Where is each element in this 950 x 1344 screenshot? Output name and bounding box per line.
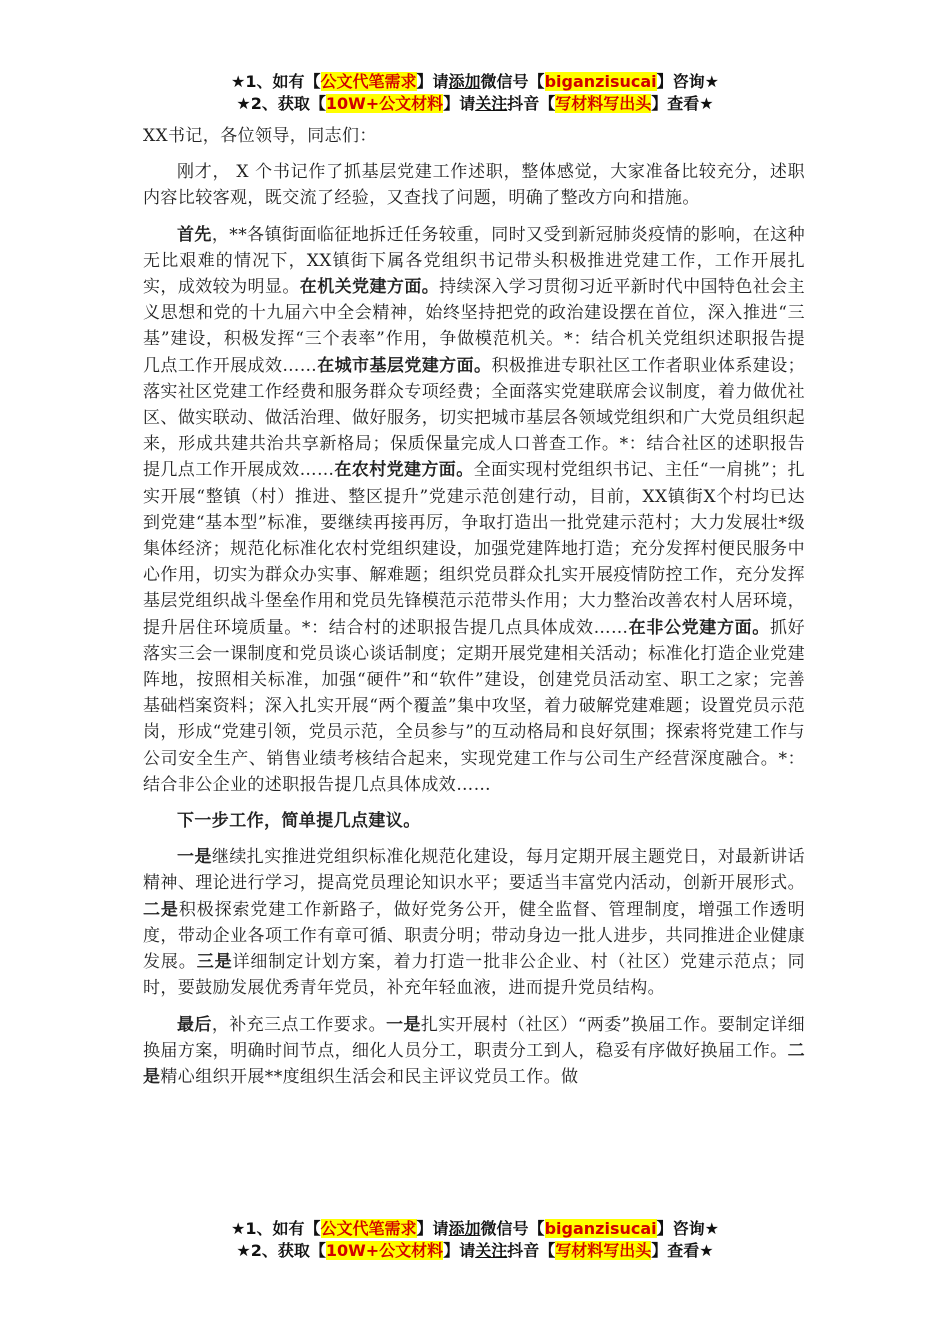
- promo-line-2: ★2、获取【10W+公文材料】请关注抖音【写材料写出头】查看★: [236, 94, 714, 113]
- douyin-account: 写材料写出头: [555, 1241, 652, 1260]
- paragraph-achievements: 首先，**各镇街面临征地拆迁任务较重，同时又受到新冠肺炎疫情的影响，在这种无比艰难的情况下，XX镇街下属各党组织书记带头积极推进党建工作，工作开展扎实，成效较为明显。在机关党建方面。持续深入学习贯彻习近平新时代中国特色社会主义思想和党的十九届六中全会精神，始终坚持把党的政治建设摆在首位，深入推进“三基”建设，积极发挥“三个表率”作用，争做模范机关。*：结合机关党组织述职报告提几点工作开展成效……在城市基层党建方面。积极推进专职社区工作者职业体系建设；落实社区党建工作经费和服务群众专项经费；全面落实党建联席会议制度，着力做优社区、做实联动、做活治理、做好服务，切实把城市基层各领域党组织和广大党员组织起来，形成共建共治共享新格局；保质保量完成人口普查工作。*：结合社区的述职报告提几点工作开展成效……在农村党建方面。全面实现村党组织书记、主任“一肩挑”；扎实开展“整镇（村）推进、整区提升”党建示范创建行动，目前，XX镇街X个村均已达到党建“基本型”标准，要继续再接再厉，争取打造出一批党建示范村；大力发展壮*级集体经济；规范化标准化农村党组织建设，加强党建阵地打造；充分发挥村便民服务中心作用，切实为群众办实事、解难题；组织党员群众扎实开展疫情防控工作，充分发挥基层党组织战斗堡垒作用和党员先锋模范示范带头作用；大力整治改善农村人居环境，提升居住环境质量。*：结合村的述职报告提几点具体成效……在非公党建方面。抓好落实三会一课制度和党员谈心谈话制度；定期开展党建相关活动；标准化打造企业党建阵地，按照相关标准，加强“硬件”和“软件”建设，创建党员活动室、职工之家；完善基础档案资料；深入扎实开展“两个覆盖”集中攻坚，着力破解党建难题；设置党员示范岗，形成“党建引领，党员示范，全员参与”的互动格局和良好氛围；探索将党建工作与公司安全生产、销售业绩考核结合起来，实现党建工作与公司生产经营深度融合。*：结合非公企业的述职报告提几点具体成效……: [143, 224, 806, 795]
- douyin-account: 写材料写出头: [555, 94, 652, 113]
- promo-banner-bottom: [0, 1218, 950, 1262]
- promo-highlight: 10W+公文材料: [325, 94, 444, 113]
- document-body: [143, 123, 805, 1100]
- promo-highlight: 公文代笔需求: [320, 72, 417, 91]
- promo-highlight: 10W+公文材料: [325, 1241, 444, 1260]
- promo-banner-top: [0, 71, 950, 115]
- promo-highlight: 公文代笔需求: [320, 1219, 417, 1238]
- paragraph-opening: 刚才， X 个书记作了抓基层党建工作述职，整体感觉，大家准备比较充分，述职内容比较客观，既交流了经验，又查找了问题，明确了整改方向和措施。: [143, 162, 805, 209]
- promo-line-1: ★1、如有【公文代笔需求】请添加微信号【biganzisucai】咨询★: [231, 1219, 719, 1238]
- wechat-id: biganzisucai: [544, 72, 657, 91]
- paragraph-requirements: 最后，补充三点工作要求。一是扎实开展村（社区）“两委”换届工作。要制定详细换届方案，明确时间节点，细化人员分工，职责分工到人，稳妥有序做好换届工作。二是精心组织开展**度组织生活会和民主评议党员工作。做: [143, 1014, 805, 1087]
- wechat-id: biganzisucai: [544, 1219, 657, 1238]
- promo-line-1: ★1、如有【公文代笔需求】请添加微信号【biganzisucai】咨询★: [231, 72, 719, 91]
- paragraph-suggestions: 一是继续扎实推进党组织标准化规范化建设，每月定期开展主题党日，对最新讲话精神、理论进行学习，提高党员理论知识水平；要适当丰富党内活动，创新开展形式。二是积极探索党建工作新路子，做好党务公开，健全监督、管理制度，增强工作透明度，带动企业各项工作有章可循、职责分明；带动身边一批人进步，共同推进企业健康发展。三是详细制定计划方案，着力打造一批非公企业、村（社区）党建示范点；同时，要鼓励发展优秀青年党员，补充年轻血液，进而提升党员结构。: [143, 847, 805, 999]
- promo-line-2: ★2、获取【10W+公文材料】请关注抖音【写材料写出头】查看★: [236, 1241, 714, 1260]
- salutation: XX书记，各位领导，同志们：: [143, 126, 377, 146]
- paragraph-next-steps-heading: 下一步工作，简单提几点建议。: [177, 811, 421, 832]
